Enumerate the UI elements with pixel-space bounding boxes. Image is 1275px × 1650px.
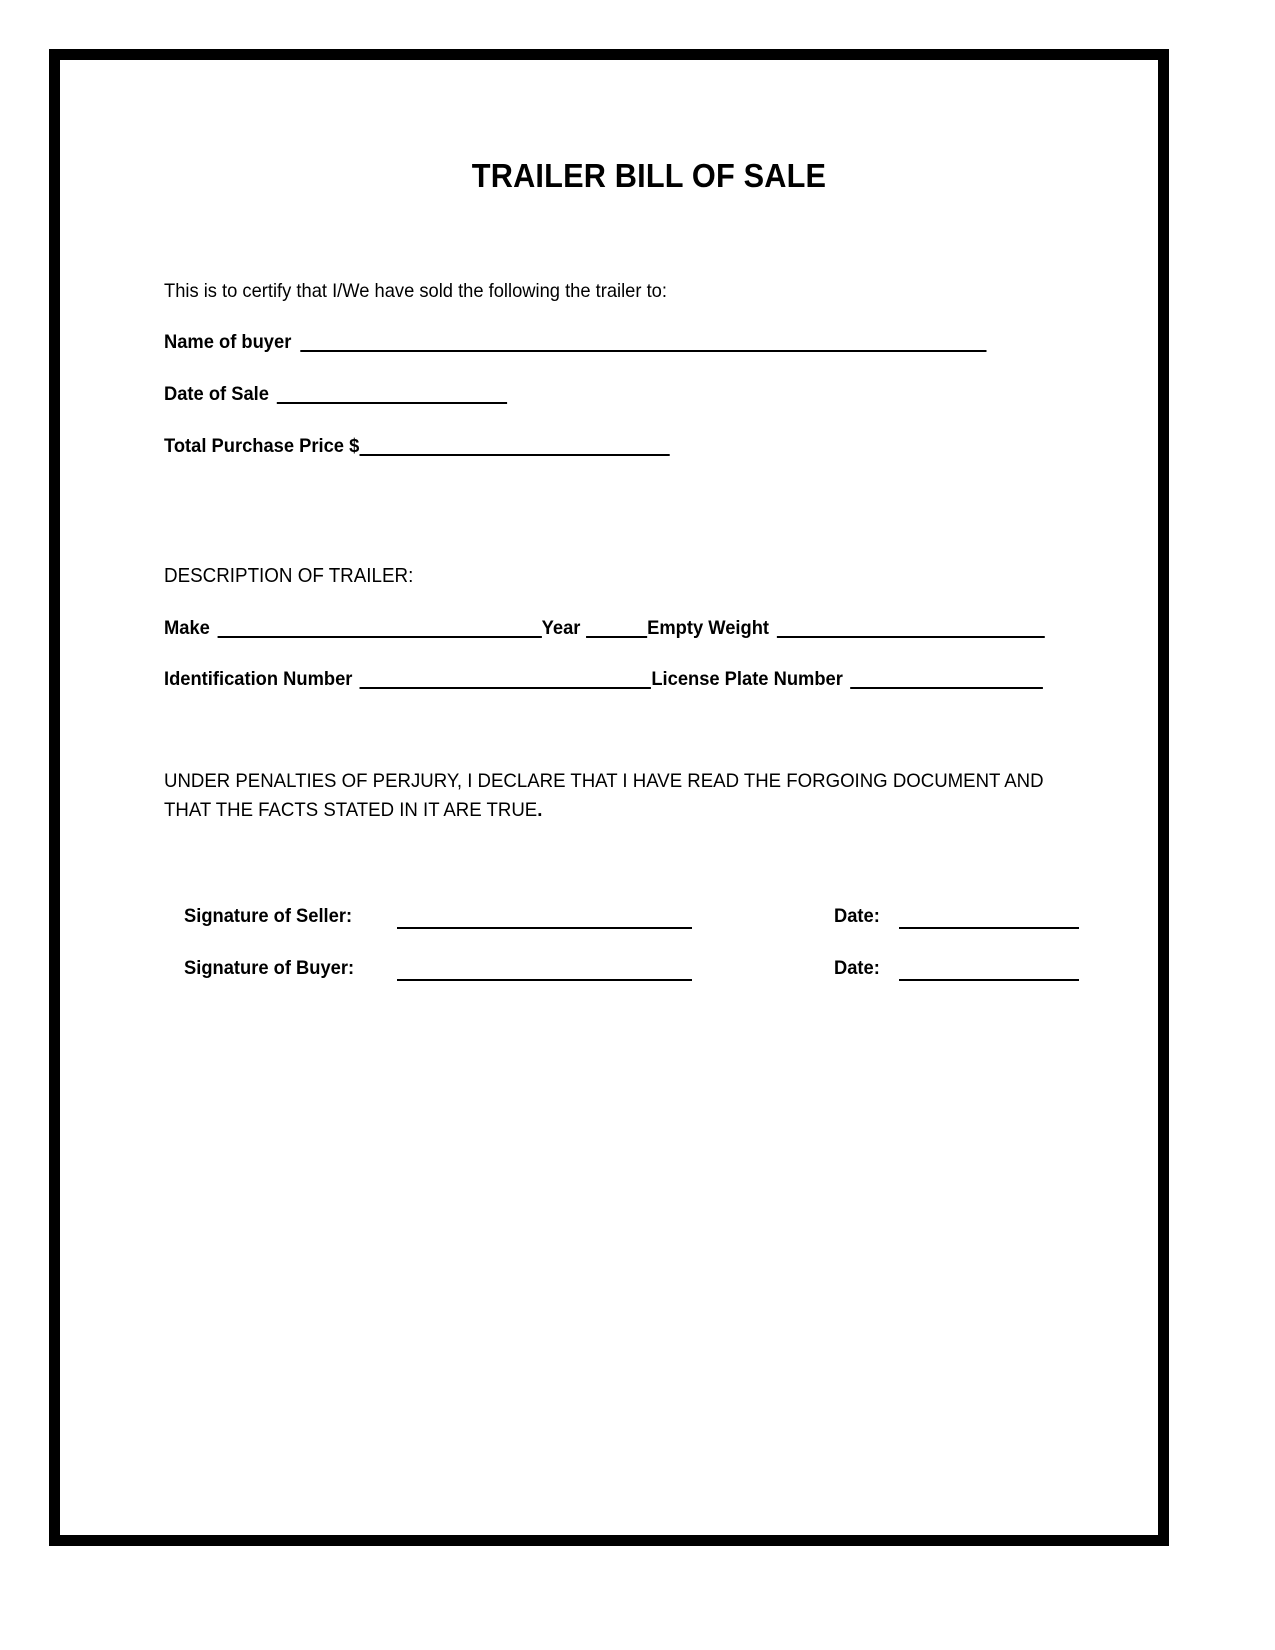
field-row-date-of-sale bbox=[164, 381, 507, 407]
label-identification-number: Identification Number bbox=[164, 668, 353, 690]
label-date-seller: Date: bbox=[834, 905, 880, 927]
input-date-of-sale[interactable] bbox=[276, 402, 506, 404]
input-date-seller[interactable] bbox=[899, 927, 1079, 929]
page-title: TRAILER BILL OF SALE bbox=[471, 157, 827, 194]
input-signature-of-seller[interactable] bbox=[397, 927, 692, 929]
description-of-trailer-heading: DESCRIPTION OF TRAILER: bbox=[164, 565, 414, 587]
label-make: Make bbox=[164, 617, 210, 639]
input-year[interactable] bbox=[586, 636, 647, 638]
label-year: Year bbox=[541, 617, 581, 639]
label-total-purchase-price: Total Purchase Price $ bbox=[164, 435, 360, 457]
input-empty-weight[interactable] bbox=[777, 636, 1045, 638]
input-make[interactable] bbox=[217, 636, 541, 638]
field-row-total-purchase-price bbox=[164, 433, 669, 459]
input-license-plate-number[interactable] bbox=[850, 687, 1043, 689]
label-name-of-buyer: Name of buyer bbox=[164, 331, 292, 353]
label-license-plate-number: License Plate Number bbox=[651, 668, 843, 690]
label-date-buyer: Date: bbox=[834, 957, 880, 979]
signature-row-seller bbox=[184, 905, 1134, 957]
input-name-of-buyer[interactable] bbox=[301, 350, 987, 352]
input-signature-of-buyer[interactable] bbox=[397, 979, 692, 981]
field-row-name-of-buyer bbox=[164, 329, 987, 355]
signature-row-buyer bbox=[184, 957, 1134, 1009]
field-row-identification-plate bbox=[164, 666, 1043, 692]
perjury-statement-text: UNDER PENALTIES OF PERJURY, I DECLARE THAT I HAVE READ THE FORGOING DOCUMENT AND THAT THE FACTS STATED IN IT ARE TRUE bbox=[164, 770, 1044, 821]
label-signature-of-seller: Signature of Seller: bbox=[184, 905, 353, 927]
label-signature-of-buyer: Signature of Buyer: bbox=[184, 957, 355, 979]
input-date-buyer[interactable] bbox=[899, 979, 1079, 981]
label-empty-weight: Empty Weight bbox=[647, 617, 770, 639]
input-identification-number[interactable] bbox=[360, 687, 651, 689]
perjury-statement bbox=[164, 767, 1047, 825]
perjury-statement-period: . bbox=[537, 799, 543, 821]
signature-block bbox=[184, 905, 1134, 1009]
field-row-make-year-weight bbox=[164, 615, 1044, 641]
input-total-purchase-price[interactable] bbox=[359, 454, 669, 456]
page-border-frame bbox=[49, 49, 1169, 1546]
intro-statement: This is to certify that I/We have sold the following the trailer to: bbox=[164, 280, 667, 302]
label-date-of-sale: Date of Sale bbox=[164, 383, 269, 405]
